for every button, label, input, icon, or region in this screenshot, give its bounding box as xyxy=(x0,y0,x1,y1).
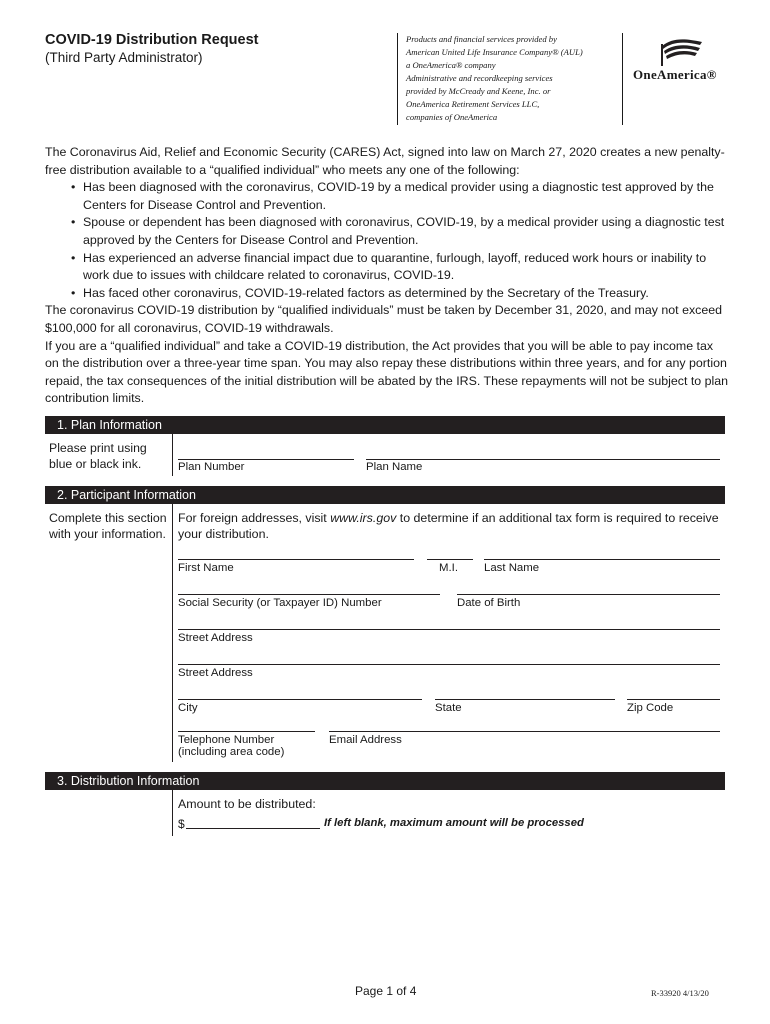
list-item-text: Has faced other coronavirus, COVID-19-related factors as determined by the Secretary of the Treasury. xyxy=(83,285,649,300)
state-field[interactable] xyxy=(435,699,615,700)
provider-line: Products and financial services provided by xyxy=(406,34,557,44)
street-address-label: Street Address xyxy=(178,632,253,644)
provider-line: American United Life Insurance Company® (AUL) xyxy=(406,47,583,57)
list-item xyxy=(45,179,730,214)
section-participant-information-header: 2. Participant Information xyxy=(45,486,725,504)
provider-disclosure xyxy=(406,33,618,124)
street-address-2-label: Street Address xyxy=(178,667,253,679)
city-field[interactable] xyxy=(178,699,422,700)
list-item-text: Has experienced an adverse financial impact due to quarantine, furlough, layoff, reduced work hours or inability to work due to issues with childcare related to coronavirus, COVID-19. xyxy=(83,250,707,283)
foreign-note-text: to determine if an additional tax form is required to receive your distribution. xyxy=(178,511,719,541)
amount-note: If left blank, maximum amount will be processed xyxy=(324,817,584,829)
provider-line: Administrative and recordkeeping services xyxy=(406,73,553,83)
section-divider xyxy=(172,504,173,762)
zip-code-label: Zip Code xyxy=(627,702,674,714)
foreign-address-note xyxy=(178,510,723,542)
oneamerica-logo xyxy=(630,36,745,84)
telephone-label: Telephone Number xyxy=(178,734,275,746)
section-note: Please print using blue or black ink. xyxy=(49,441,147,471)
section-divider xyxy=(172,790,173,836)
intro-paragraph: The Coronavirus Aid, Relief and Economic Security (CARES) Act, signed into law on March 27, 2020 creates a new penalty-free distribution available to a “qualified individual” who meets any one of the following: xyxy=(45,145,725,177)
intro-paragraph: If you are a “qualified individual” and take a COVID-19 distribution, the Act provides that you will be able to pay income tax on the distribution over a three-year time span. You may also repay these distributions within three years, and for any portion repaid, the tax consequences of the initial distribution will be abated by the IRS. These repayments will not be subject to plan contribution limits. xyxy=(45,338,729,406)
first-name-label: First Name xyxy=(178,562,234,574)
telephone-sublabel: (including area code) xyxy=(178,746,285,758)
provider-line: provided by McCready and Keene, Inc. or xyxy=(406,86,551,96)
form-title: COVID-19 Distribution Request xyxy=(45,32,259,48)
irs-link[interactable]: www.irs.gov xyxy=(330,511,397,525)
section-distribution-information-header: 3. Distribution Information xyxy=(45,772,725,790)
last-name-label: Last Name xyxy=(484,562,540,574)
first-name-field[interactable] xyxy=(178,559,414,560)
provider-line: companies of OneAmerica xyxy=(406,112,498,122)
header-divider xyxy=(397,33,398,125)
amount-field[interactable] xyxy=(186,828,320,829)
bullet-icon: • xyxy=(71,250,76,265)
street-address-field[interactable] xyxy=(178,629,720,630)
qualification-list xyxy=(45,179,730,302)
list-item-text: Has been diagnosed with the coronavirus, COVID-19 by a medical provider using a diagnostic test approved by the Centers for Disease Control and Prevention. xyxy=(83,180,714,212)
plan-number-label: Plan Number xyxy=(178,461,245,473)
intro-paragraph: The coronavirus COVID-19 distribution by “qualified individuals” must be taken by December 31, 2020, and may not exceed $100,000 for all coronavirus, COVID-19 withdrawals. xyxy=(45,303,723,335)
last-name-field[interactable] xyxy=(484,559,720,560)
section-divider xyxy=(172,434,173,476)
page-number: Page 1 of 4 xyxy=(355,984,417,998)
currency-symbol: $ xyxy=(178,817,185,831)
date-of-birth-label: Date of Birth xyxy=(457,597,521,609)
list-item xyxy=(45,214,730,249)
list-item xyxy=(45,250,730,285)
plan-number-field[interactable] xyxy=(178,459,354,460)
city-label: City xyxy=(178,702,198,714)
middle-initial-label: M.I. xyxy=(439,562,458,574)
list-item xyxy=(45,285,730,303)
foreign-note-text: For foreign addresses, visit xyxy=(178,511,331,525)
form-code: R-33920 4/13/20 xyxy=(651,988,709,998)
logo-wordmark: OneAmerica® xyxy=(633,67,717,82)
bullet-icon: • xyxy=(71,215,76,230)
email-field[interactable] xyxy=(329,731,720,732)
form-subtitle: (Third Party Administrator) xyxy=(45,50,203,65)
street-address-2-field[interactable] xyxy=(178,664,720,665)
ssn-field[interactable] xyxy=(178,594,440,595)
amount-label: Amount to be distributed: xyxy=(178,797,316,811)
list-item-text: Spouse or dependent has been diagnosed with coronavirus, COVID-19, by a medical provider using a diagnostic test approved by the Centers for Disease Control and Prevention. xyxy=(83,215,725,247)
bullet-icon: • xyxy=(71,180,76,195)
middle-initial-field[interactable] xyxy=(427,559,473,560)
section-plan-information-header: 1. Plan Information xyxy=(45,416,725,434)
state-label: State xyxy=(435,702,462,714)
intro-text xyxy=(45,144,730,408)
provider-line: OneAmerica Retirement Services LLC, xyxy=(406,99,540,109)
flag-icon xyxy=(660,36,704,66)
telephone-field[interactable] xyxy=(178,731,315,732)
email-label: Email Address xyxy=(329,734,402,746)
bullet-icon: • xyxy=(71,285,76,300)
section-note: Complete this section with your information. xyxy=(49,511,167,541)
zip-code-field[interactable] xyxy=(627,699,720,700)
date-of-birth-field[interactable] xyxy=(457,594,720,595)
header-divider xyxy=(622,33,623,125)
ssn-label: Social Security (or Taxpayer ID) Number xyxy=(178,597,382,609)
provider-line: a OneAmerica® company xyxy=(406,60,496,70)
plan-name-label: Plan Name xyxy=(366,461,423,473)
plan-name-field[interactable] xyxy=(366,459,720,460)
